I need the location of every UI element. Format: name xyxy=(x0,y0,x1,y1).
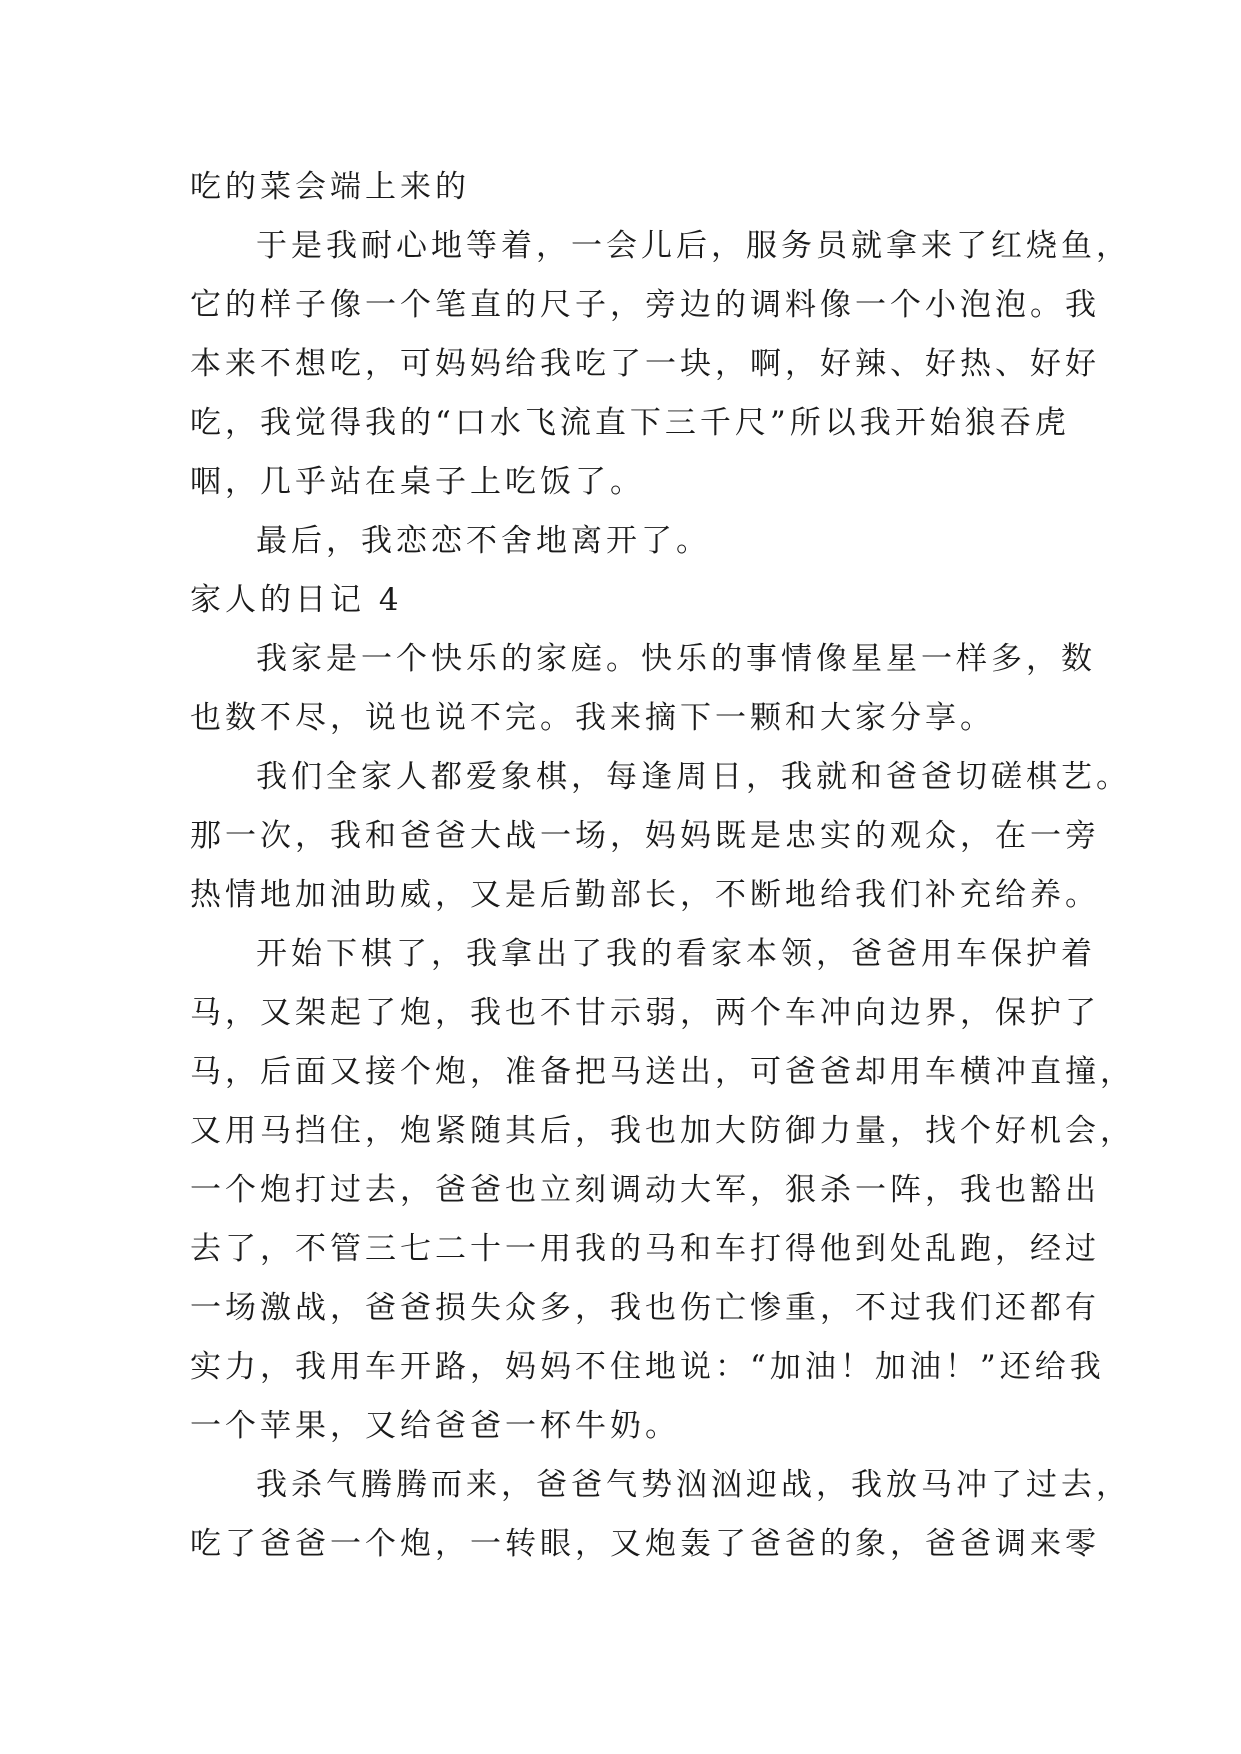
text-line: 吃了爸爸一个炮，一转眼，又炮轰了爸爸的象，爸爸调来零 xyxy=(190,1526,1100,1562)
text-line: 吃，我觉得我的“口水飞流直下三千尺”所以我开始狼吞虎 xyxy=(190,405,1070,441)
text-line: 吃的菜会端上来的 xyxy=(190,169,470,205)
text-line: 一个苹果，又给爸爸一杯牛奶。 xyxy=(190,1408,680,1444)
text-line: 一个炮打过去，爸爸也立刻调动大军，狠杀一阵，我也豁出 xyxy=(190,1172,1100,1208)
text-line: 我家是一个快乐的家庭。快乐的事情像星星一样多，数 xyxy=(256,641,1096,677)
text-line: 它的样子像一个笔直的尺子，旁边的调料像一个小泡泡。我 xyxy=(190,287,1100,323)
text-line: 也数不尽，说也说不完。我来摘下一颗和大家分享。 xyxy=(190,700,995,736)
document-body xyxy=(190,158,1135,1574)
text-line: 开始下棋了，我拿出了我的看家本领，爸爸用车保护着 xyxy=(256,936,1096,972)
text-line: 去了，不管三七二十一用我的马和车打得他到处乱跑，经过 xyxy=(190,1231,1100,1267)
text-line: 又用马挡住，炮紧随其后，我也加大防御力量，找个好机会， xyxy=(190,1113,1135,1149)
text-line: 我杀气腾腾而来，爸爸气势汹汹迎战，我放马冲了过去， xyxy=(256,1467,1131,1503)
text-line: 本来不想吃，可妈妈给我吃了一块，啊，好辣、好热、好好 xyxy=(190,346,1100,382)
text-line: 我们全家人都爱象棋，每逢周日，我就和爸爸切磋棋艺。 xyxy=(256,759,1131,795)
text-line: 最后，我恋恋不舍地离开了。 xyxy=(256,523,711,559)
text-line: 那一次，我和爸爸大战一场，妈妈既是忠实的观众，在一旁 xyxy=(190,818,1100,854)
text-line: 马，又架起了炮，我也不甘示弱，两个车冲向边界，保护了 xyxy=(190,995,1100,1031)
section-heading: 家人的日记 4 xyxy=(190,582,403,618)
text-line: 实力，我用车开路，妈妈不住地说：“加油！加油！”还给我 xyxy=(190,1349,1105,1385)
text-line: 一场激战，爸爸损失众多，我也伤亡惨重，不过我们还都有 xyxy=(190,1290,1100,1326)
text-line: 咽，几乎站在桌子上吃饭了。 xyxy=(190,464,645,500)
text-line: 马，后面又接个炮，准备把马送出，可爸爸却用车横冲直撞， xyxy=(190,1054,1135,1090)
text-line: 热情地加油助威，又是后勤部长，不断地给我们补充给养。 xyxy=(190,877,1100,913)
text-line: 于是我耐心地等着，一会儿后，服务员就拿来了红烧鱼， xyxy=(256,228,1131,264)
